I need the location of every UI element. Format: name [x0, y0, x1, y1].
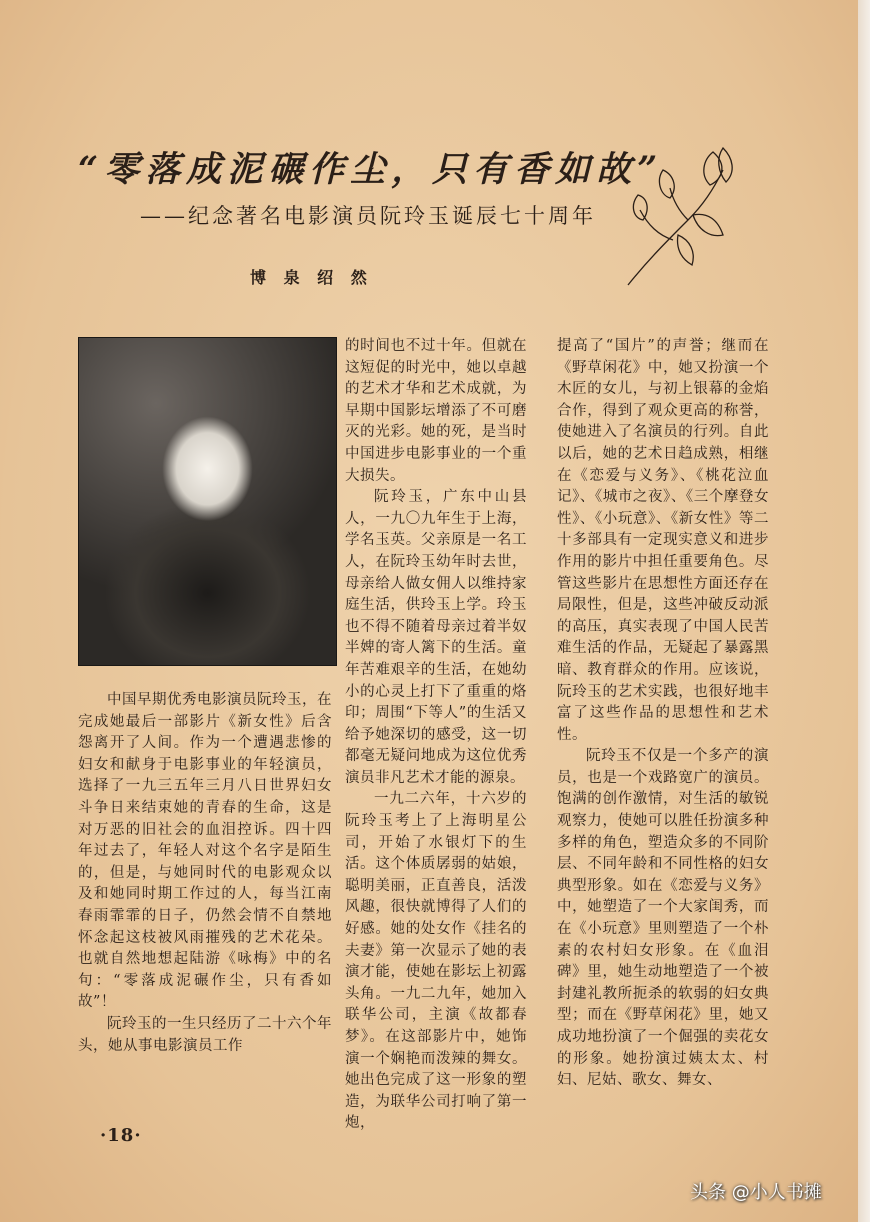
page-number: ·18·: [100, 1125, 142, 1146]
article-authors: 博 泉 绍 然: [250, 268, 373, 287]
paragraph: 提高了“国片”的声誉；继而在《野草闲花》中，她又扮演一个木匠的女儿，与初上银幕的金焰合作，得到了观众更高的称誉，使她进入了名演员的行列。自此以后，她的艺术日趋成熟，相继在《恋爱与义务》、《桃花泣血记》、《城市之夜》、《三个摩登女性》、《小玩意》、《新女性》等二十多部具有一定现实意义和进步作用的影片中担任重要角色。尽管这些影片在思想性方面还存在局限性，但是，这些冲破反动派的高压，真实表现了中国人民苦难生活的作品，无疑起了暴露黑暗、教育群众的作用。应该说，阮玲玉的艺术实践，也很好地丰富了这些作品的思想性和艺术性。: [557, 338, 769, 743]
paragraph: 的时间也不过十年。但就在这短促的时光中，她以卓越的艺术才华和艺术成就，为早期中国影坛增添了不可磨灭的光彩。她的死，是当时中国进步电影事业的一个重大损失。: [345, 338, 527, 484]
paragraph: 阮玲玉的一生只经历了二十六个年头，她从事电影演员工作: [78, 1015, 332, 1054]
paragraph: 阮玲玉，广东中山县人，一九〇九年生于上海，学名玉英。父亲原是一名工人，在阮玲玉幼年时去世，母亲给人做女佣人以维持家庭生活，供玲玉上学。玲玉也不得不随着母亲过着半奴半婢的寄人篱下的生活。童年苦难艰辛的生活，在她幼小的心灵上打下了重重的烙印；周围“下等人”的生活又给予她深切的感受，这一切都毫无疑问地成为这位优秀演员非凡艺术才能的源泉。: [345, 489, 527, 786]
paragraph: 一九二六年，十六岁的阮玲玉考上了上海明星公司，开始了水银灯下的生活。这个体质孱弱的姑娘，聪明美丽，正直善良，活泼风趣，很快就博得了人们的好感。她的处女作《挂名的夫妻》第一次显示了她的表演才能，使她在影坛上初露头角。一九二九年，她加入联华公司，主演《故都春梦》。在这部影片中，她饰演一个娴艳而泼辣的舞女。她出色完成了这一形象的塑造，为联华公司打响了第一炮，: [345, 791, 527, 1132]
article-subtitle: ——纪念著名电影演员阮玲玉诞辰七十周年: [140, 204, 596, 228]
portrait-photo: [78, 337, 337, 666]
text-column-2: [345, 336, 527, 1135]
paragraph: 阮玲玉不仅是一个多产的演员，也是一个戏路宽广的演员。饱满的创作激情，对生活的敏锐观察力，使她可以胜任扮演多种多样的角色，塑造众多的不同阶层、不同年龄和不同性格的妇女典型形象。如在《恋爱与义务》中，她塑造了一个大家闺秀，而在《小玩意》里则塑造了一个朴素的农村妇女形象。在《血泪碑》里，她生动地塑造了一个被封建礼教所扼杀的软弱的妇女典型；而在《野草闲花》里，她又成功地扮演了一个倔强的卖花女的形象。她扮演过姨太太、村妇、尼姑、歌女、舞女、: [557, 748, 769, 1089]
watermark-label: 头条 @小人书摊: [690, 1182, 822, 1203]
paragraph: 中国早期优秀电影演员阮玲玉，在完成她最后一部影片《新女性》后含怨离开了人间。作为一个遭遇悲惨的妇女和献身于电影事业的年轻演员，选择了一九三五年三月八日世界妇女斗争日来结束她的青春的生命，这是对万恶的旧社会的血泪控诉。四十四年过去了，年轻人对这个名字是陌生的，但是，与她同时代的电影观众以及和她同时期工作过的人，每当江南春雨霏霏的日子，仍然会情不自禁地怀念起这枝被风雨摧残的艺术花朵。也就自然地想起陆游《咏梅》中的名句：“零落成泥碾作尘，只有香如故”！: [78, 692, 332, 1011]
magnolia-illustration: [618, 140, 748, 290]
text-column-3: [557, 336, 769, 1092]
text-column-1: [78, 690, 332, 1057]
page-edge: [858, 0, 870, 1222]
article-title: “零落成泥碾作尘，只有香如故”: [78, 149, 664, 190]
